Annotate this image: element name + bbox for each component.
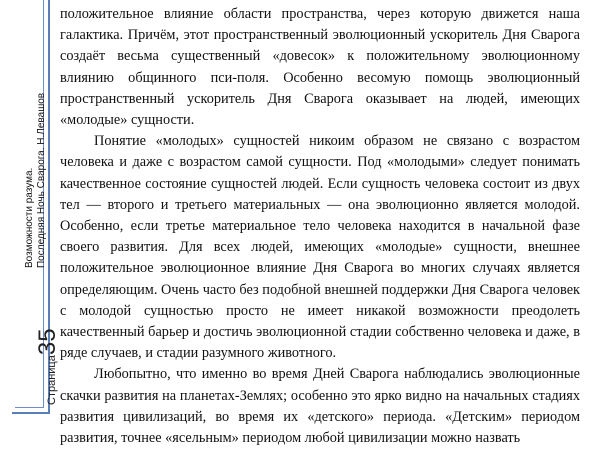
paragraph: положительное влияние области пространства, через которую движется наша галактика. Причём, этот пространственный эволюционный ускоритель Дня Сварога создаёт весьма существенный «довесок» к положительному эволюционному влиянию общинного пси-поля. Особенно весомую помощь эволюционный пространственный ускоритель Дня Сварога оказывает на людей, имеющих «молодые» сущности. [60,6,580,129]
paragraph: Понятие «молодых» сущностей никоим образом не связано с возрастом человека и даже с возрастом самой сущности. Под «молодыми» следует понимать качественное состояние сущностей людей. Если сущность человека состоит из двух тел — второго и третьего материальных — она эволюционно является молодой. Особенно, если третье материальное тело человека находится в начальной фазе своего развития. Для всех людей, имеющих «молодые» сущности, внешнее положительное эволюционное влияние Дня Сварога во многих случаях является определяющим. Очень часто без подобной внешней поддержки Дня Сварога человек с молодой сущностью просто не имеет никакой возможности преодолеть качественный барьер и достичь эволюционной стадии собственно человека и даже, в ряде случаев, и стадии разумного животного. [60,133,580,362]
book-subtitle-author: Последняя Ночь Сварога. Н.Левашов [36,92,47,268]
page-number [34,328,62,405]
page-word: Страница [46,355,58,405]
paragraph: Любопытно, что именно во время Дней Сварога наблюдались эволюционные скачки развития на планетах-Землях; особенно это ярко видно на начальных стадиях развития цивилизаций, во время их «детского» периода. «Детским» периодом развития, точнее «ясельным» периодом любой цивилизации можно назвать [60,366,580,447]
running-header [24,93,48,268]
body-text [60,4,580,449]
book-title: Возможности разума. [24,167,35,268]
page-number-value: 35 [34,328,61,356]
